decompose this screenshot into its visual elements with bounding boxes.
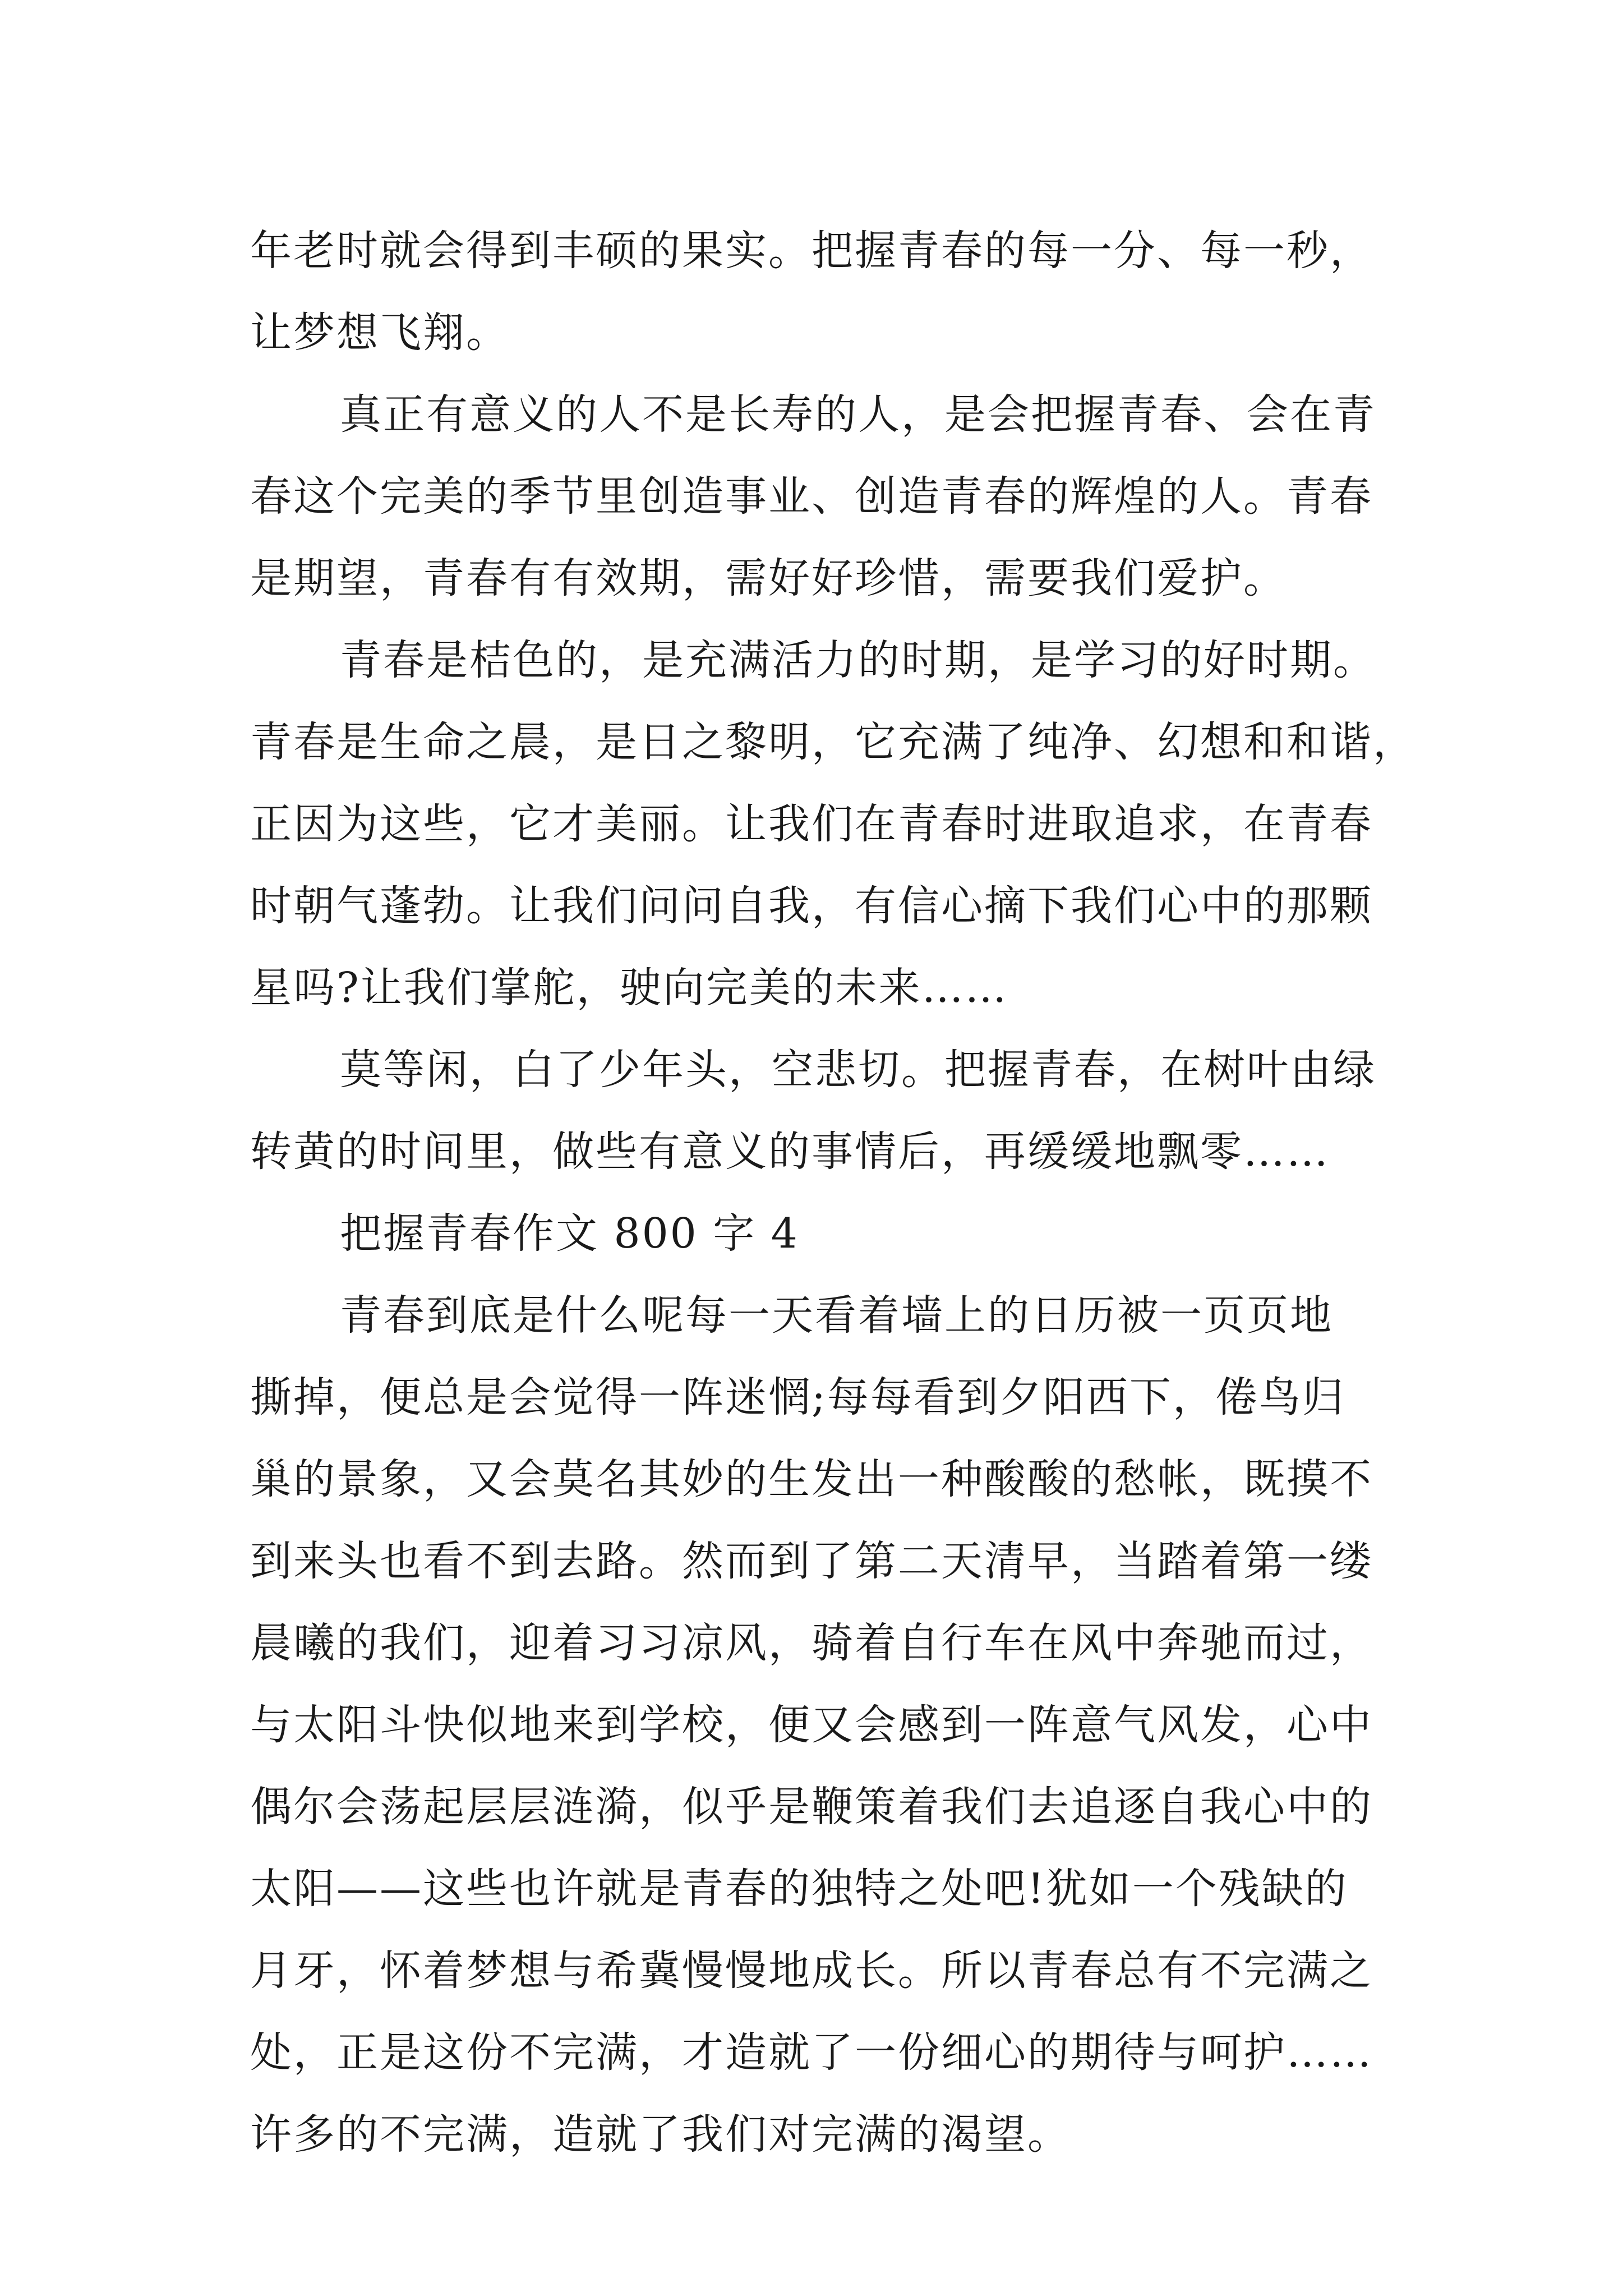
text-line: 年老时就会得到丰硕的果实。把握青春的每一分、每一秒，: [250, 227, 1373, 275]
text-line: 巢的景象，又会莫名其妙的生发出一种酸酸的愁帐，既摸不: [250, 1455, 1373, 1503]
text-line: 到来头也看不到去路。然而到了第二天清早，当踏着第一缕: [250, 1537, 1373, 1585]
text-line: 撕掉，便总是会觉得一阵迷惘;每每看到夕阳西下，倦鸟归: [250, 1373, 1345, 1421]
paragraph-start-line: 青春到底是什么呢每一天看着墙上的日历被一页页地: [340, 1291, 1333, 1340]
paragraph-start-line: 真正有意义的人不是长寿的人，是会把握青春、会在青: [340, 390, 1376, 439]
text-line: 月牙，怀着梦想与希冀慢慢地成长。所以青春总有不完满之: [250, 1947, 1373, 1995]
text-line: 转黄的时间里，做些有意义的事情后，再缓缓地飘零……: [250, 1128, 1330, 1176]
text-line: 太阳——这些也许就是青春的独特之处吧!犹如一个残缺的: [250, 1865, 1348, 1913]
text-line: 偶尔会荡起层层涟漪，似乎是鞭策着我们去追逐自我心中的: [250, 1783, 1373, 1831]
text-line: 正因为这些，它才美丽。让我们在青春时进取追求，在青春: [250, 800, 1373, 848]
text-line: 处，正是这份不完满，才造就了一份细心的期待与呵护……: [250, 2028, 1373, 2077]
text-line: 青春是生命之晨，是日之黎明，它充满了纯净、幻想和和谐，: [250, 718, 1416, 766]
text-line: 许多的不完满，造就了我们对完满的渴望。: [250, 2110, 1071, 2159]
paragraph-start-line: 青春是桔色的，是充满活力的时期，是学习的好时期。: [340, 636, 1376, 684]
text-line: 是期望，青春有有效期，需好好珍惜，需要我们爱护。: [250, 554, 1287, 602]
text-line: 晨曦的我们，迎着习习凉风，骑着自行车在风中奔驰而过，: [250, 1619, 1373, 1667]
text-line: 时朝气蓬勃。让我们问问自我，有信心摘下我们心中的那颗: [250, 882, 1373, 930]
text-line: 与太阳斗快似地来到学校，便又会感到一阵意气风发，心中: [250, 1701, 1373, 1749]
text-line: 春这个完美的季节里创造事业、创造青春的辉煌的人。青春: [250, 472, 1373, 521]
text-line: 让梦想飞翔。: [250, 309, 509, 357]
section-heading: 把握青春作文 800 字 4: [340, 1209, 799, 1258]
paragraph-start-line: 莫等闲，白了少年头，空悲切。把握青春，在树叶由绿: [340, 1046, 1376, 1094]
essay-body: [250, 210, 1416, 2175]
text-line: 星吗?让我们掌舵，驶向完美的未来……: [250, 964, 1008, 1012]
